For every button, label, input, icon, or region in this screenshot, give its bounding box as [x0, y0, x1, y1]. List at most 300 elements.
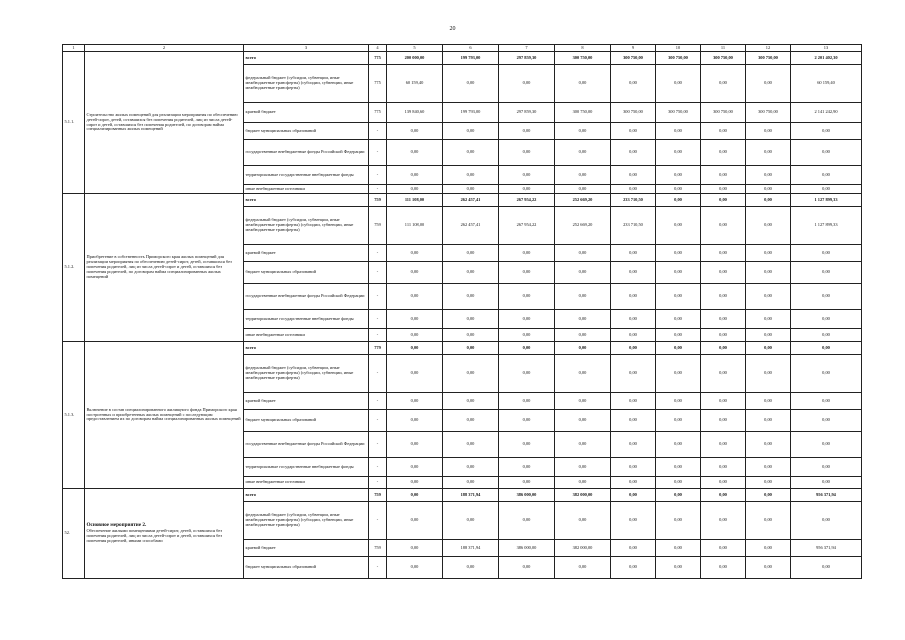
year-value: 0,00 — [387, 540, 443, 557]
year-value: 0,00 — [611, 284, 656, 310]
table-row-total — [63, 489, 862, 502]
year-value: 0,00 — [611, 477, 656, 489]
budget-table — [62, 44, 862, 579]
funding-source: федеральный бюджет (субсидии, субвенции, иные межбюджетные трансферты) (субсидии, субвенции, иные межбюджетные трансферты) — [244, 502, 369, 540]
item-number: 5.1.3. — [63, 342, 85, 489]
year-value: 0,00 — [443, 355, 499, 393]
budget-code: - — [369, 140, 387, 166]
total-value: 0,00 — [791, 410, 862, 432]
column-number: 11 — [701, 45, 746, 52]
year-value: 111 108,00 — [387, 194, 443, 207]
funding-source: федеральный бюджет (субсидии, субвенции, иные межбюджетные трансферты) (субсидии, субвенции, иные межбюджетные трансферты) — [244, 355, 369, 393]
year-value: 0,00 — [499, 166, 555, 185]
year-value: 0,00 — [701, 355, 746, 393]
budget-code: - — [369, 393, 387, 410]
year-value: 0,00 — [611, 355, 656, 393]
year-value: 0,00 — [443, 393, 499, 410]
total-value: 0,00 — [791, 342, 862, 355]
year-value: 0,00 — [746, 489, 791, 502]
total-value: 0,00 — [791, 262, 862, 284]
year-value: 0,00 — [387, 166, 443, 185]
year-value: 0,00 — [701, 557, 746, 579]
year-value: 188 371,94 — [443, 540, 499, 557]
item-number: 5.1.2. — [63, 194, 85, 342]
table-row-total — [63, 52, 862, 65]
year-value: 0,00 — [656, 458, 701, 477]
year-value: 0,00 — [746, 393, 791, 410]
year-value: 0,00 — [611, 245, 656, 262]
total-value: 0,00 — [791, 123, 862, 140]
year-value: 0,00 — [746, 342, 791, 355]
year-value: 111 108,00 — [387, 207, 443, 245]
year-value: 0,00 — [387, 477, 443, 489]
year-value: 0,00 — [387, 284, 443, 310]
table-row-total — [63, 194, 862, 207]
total-value: 0,00 — [791, 458, 862, 477]
year-value: 0,00 — [746, 477, 791, 489]
year-value: 0,00 — [701, 342, 746, 355]
year-value: 0,00 — [499, 355, 555, 393]
funding-source: краевой бюджет — [244, 245, 369, 262]
item-name-cell — [85, 52, 244, 194]
year-value: 297 859,30 — [499, 52, 555, 65]
column-number: 2 — [85, 45, 244, 52]
year-value: 0,00 — [611, 557, 656, 579]
year-value: 0,00 — [656, 245, 701, 262]
year-value: 0,00 — [387, 432, 443, 458]
item-name-cell — [85, 194, 244, 342]
table-body — [63, 52, 862, 579]
total-value: 956 371,94 — [791, 489, 862, 502]
year-value: 0,00 — [701, 540, 746, 557]
year-value: 0,00 — [701, 245, 746, 262]
year-value: 0,00 — [656, 540, 701, 557]
column-number: 1 — [63, 45, 85, 52]
year-value: 0,00 — [746, 284, 791, 310]
total-value: 0,00 — [791, 245, 862, 262]
year-value: 0,00 — [656, 166, 701, 185]
year-value: 262 457,41 — [443, 194, 499, 207]
year-value: 0,00 — [443, 557, 499, 579]
funding-source: федеральный бюджет (субсидии, субвенции, иные межбюджетные трансферты) (субсидии, субвенции, иные межбюджетные трансферты) — [244, 207, 369, 245]
year-value: 252 669,20 — [555, 207, 611, 245]
year-value: 0,00 — [611, 458, 656, 477]
column-number: 13 — [791, 45, 862, 52]
year-value: 0,00 — [387, 410, 443, 432]
year-value: 0,00 — [555, 393, 611, 410]
year-value: 0,00 — [443, 432, 499, 458]
year-value: 300 750,00 — [555, 52, 611, 65]
funding-source: бюджет муниципальных образований — [244, 123, 369, 140]
year-value: 0,00 — [746, 557, 791, 579]
column-number-row — [63, 45, 862, 52]
year-value: 0,00 — [499, 329, 555, 342]
year-value: 0,00 — [555, 342, 611, 355]
year-value: 0,00 — [746, 355, 791, 393]
year-value: 0,00 — [701, 123, 746, 140]
total-value: 0,00 — [791, 166, 862, 185]
year-value: 188 371,94 — [443, 489, 499, 502]
funding-source: государственные внебюджетные фонды Российской Федерации — [244, 140, 369, 166]
column-number: 12 — [746, 45, 791, 52]
year-value: 0,00 — [656, 310, 701, 329]
year-value: 0,00 — [656, 329, 701, 342]
funding-source: краевой бюджет — [244, 540, 369, 557]
budget-code: - — [369, 284, 387, 310]
year-value: 382 000,00 — [555, 489, 611, 502]
year-value: 0,00 — [499, 123, 555, 140]
year-value: 0,00 — [746, 262, 791, 284]
year-value: 0,00 — [387, 140, 443, 166]
year-value: 0,00 — [656, 502, 701, 540]
funding-source: бюджет муниципальных образований — [244, 262, 369, 284]
year-value: 0,00 — [443, 477, 499, 489]
year-value: 0,00 — [656, 393, 701, 410]
year-value: 0,00 — [555, 355, 611, 393]
year-value: 0,00 — [611, 140, 656, 166]
budget-code: - — [369, 185, 387, 194]
year-value: 267 954,22 — [499, 207, 555, 245]
column-number: 7 — [499, 45, 555, 52]
year-value: 0,00 — [701, 140, 746, 166]
year-value: 0,00 — [746, 123, 791, 140]
budget-code: 759 — [369, 207, 387, 245]
funding-source: всего — [244, 342, 369, 355]
budget-code: 775 — [369, 103, 387, 123]
budget-code: 759 — [369, 489, 387, 502]
year-value: 0,00 — [555, 329, 611, 342]
budget-code: 779 — [369, 342, 387, 355]
year-value: 0,00 — [555, 166, 611, 185]
year-value: 0,00 — [746, 310, 791, 329]
funding-source: государственные внебюджетные фонды Российской Федерации — [244, 284, 369, 310]
funding-source: территориальные государственные внебюджетные фонды — [244, 310, 369, 329]
funding-source: федеральный бюджет (субсидии, субвенции, иные межбюджетные трансферты) (субсидии, субвенции, иные межбюджетные трансферты) — [244, 65, 369, 103]
year-value: 0,00 — [555, 557, 611, 579]
funding-source: краевой бюджет — [244, 393, 369, 410]
year-value: 0,00 — [387, 245, 443, 262]
year-value: 0,00 — [499, 557, 555, 579]
year-value: 0,00 — [443, 65, 499, 103]
total-value: 0,00 — [791, 432, 862, 458]
year-value: 0,00 — [443, 245, 499, 262]
year-value: 0,00 — [701, 458, 746, 477]
year-value: 0,00 — [387, 310, 443, 329]
column-number: 4 — [369, 45, 387, 52]
item-number: 52. — [63, 489, 85, 579]
year-value: 0,00 — [656, 355, 701, 393]
year-value: 300 750,00 — [611, 52, 656, 65]
year-value: 139 840,60 — [387, 103, 443, 123]
year-value: 0,00 — [443, 262, 499, 284]
year-value: 60 159,40 — [387, 65, 443, 103]
funding-source: государственные внебюджетные фонды Российской Федерации — [244, 432, 369, 458]
year-value: 300 750,00 — [611, 103, 656, 123]
year-value: 0,00 — [656, 489, 701, 502]
table-row-total — [63, 342, 862, 355]
year-value: 0,00 — [701, 194, 746, 207]
item-name: Строительство жилых помещений для реализации мероприятия по обеспечению детей-сирот, детей, оставшихся без попечения родителей, лиц из числа детей-сирот и детей, оставшихся без попечения родителей, по договорам найма специализированных жилых помещений — [86, 111, 238, 132]
year-value: 0,00 — [746, 140, 791, 166]
page-number: 20 — [449, 26, 456, 32]
year-value: 0,00 — [443, 310, 499, 329]
year-value: 0,00 — [555, 310, 611, 329]
year-value: 0,00 — [746, 65, 791, 103]
year-value: 0,00 — [701, 262, 746, 284]
year-value: 300 750,00 — [701, 52, 746, 65]
year-value: 0,00 — [443, 140, 499, 166]
year-value: 300 750,00 — [746, 52, 791, 65]
year-value: 0,00 — [701, 310, 746, 329]
year-value: 0,00 — [701, 393, 746, 410]
year-value: 0,00 — [387, 393, 443, 410]
year-value: 0,00 — [656, 410, 701, 432]
funding-source: иные внебюджетные источники — [244, 329, 369, 342]
funding-source: иные внебюджетные источники — [244, 185, 369, 194]
year-value: 0,00 — [746, 410, 791, 432]
year-value: 0,00 — [443, 342, 499, 355]
total-value: 0,00 — [791, 557, 862, 579]
budget-code: - — [369, 245, 387, 262]
year-value: 0,00 — [555, 185, 611, 194]
year-value: 0,00 — [555, 284, 611, 310]
total-value: 60 159,40 — [791, 65, 862, 103]
year-value: 0,00 — [656, 65, 701, 103]
year-value: 0,00 — [701, 65, 746, 103]
year-value: 0,00 — [611, 262, 656, 284]
total-value: 2 141 242,90 — [791, 103, 862, 123]
year-value: 0,00 — [387, 185, 443, 194]
total-value: 0,00 — [791, 393, 862, 410]
year-value: 252 669,20 — [555, 194, 611, 207]
year-value: 0,00 — [656, 262, 701, 284]
year-value: 0,00 — [499, 458, 555, 477]
year-value: 0,00 — [499, 65, 555, 103]
item-title: Основное мероприятие 2. — [86, 522, 147, 529]
budget-code: 759 — [369, 194, 387, 207]
year-value: 300 750,00 — [656, 103, 701, 123]
year-value: 0,00 — [555, 123, 611, 140]
year-value: 233 710,50 — [611, 194, 656, 207]
year-value: 300 750,00 — [656, 52, 701, 65]
year-value: 0,00 — [746, 245, 791, 262]
year-value: 382 000,00 — [555, 540, 611, 557]
total-value: 1 127 899,33 — [791, 194, 862, 207]
year-value: 0,00 — [555, 245, 611, 262]
year-value: 0,00 — [499, 262, 555, 284]
funding-source: всего — [244, 194, 369, 207]
year-value: 0,00 — [746, 207, 791, 245]
year-value: 0,00 — [611, 489, 656, 502]
year-value: 233 710,50 — [611, 207, 656, 245]
year-value: 0,00 — [443, 410, 499, 432]
column-number: 6 — [443, 45, 499, 52]
year-value: 300 750,00 — [701, 103, 746, 123]
budget-code: - — [369, 410, 387, 432]
budget-code: 775 — [369, 65, 387, 103]
column-number: 9 — [611, 45, 656, 52]
total-value: 0,00 — [791, 477, 862, 489]
year-value: 0,00 — [555, 140, 611, 166]
year-value: 0,00 — [499, 393, 555, 410]
funding-source: иные внебюджетные источники — [244, 477, 369, 489]
item-name-cell — [85, 489, 244, 579]
year-value: 0,00 — [611, 329, 656, 342]
year-value: 0,00 — [387, 355, 443, 393]
year-value: 0,00 — [611, 310, 656, 329]
budget-code: - — [369, 310, 387, 329]
year-value: 0,00 — [499, 410, 555, 432]
column-number: 10 — [656, 45, 701, 52]
year-value: 0,00 — [701, 477, 746, 489]
budget-code: - — [369, 432, 387, 458]
funding-source: территориальные государственные внебюджетные фонды — [244, 458, 369, 477]
year-value: 0,00 — [701, 284, 746, 310]
budget-code: - — [369, 502, 387, 540]
year-value: 0,00 — [611, 123, 656, 140]
year-value: 0,00 — [555, 410, 611, 432]
year-value: 199 793,00 — [443, 103, 499, 123]
year-value: 0,00 — [611, 65, 656, 103]
year-value: 0,00 — [499, 310, 555, 329]
item-name-cell — [85, 342, 244, 489]
budget-code: 759 — [369, 540, 387, 557]
column-number: 5 — [387, 45, 443, 52]
year-value: 0,00 — [499, 284, 555, 310]
item-name: Обеспечение жилыми помещениями детей-сирот, детей, оставшихся без попечения родителей, лиц из числа детей-сирот и детей, оставшихся без попечения родителей, иными способами — [86, 528, 223, 543]
year-value: 0,00 — [387, 557, 443, 579]
year-value: 0,00 — [387, 262, 443, 284]
year-value: 0,00 — [611, 540, 656, 557]
year-value: 0,00 — [555, 477, 611, 489]
budget-code: - — [369, 557, 387, 579]
year-value: 0,00 — [499, 342, 555, 355]
funding-source: бюджет муниципальных образований — [244, 557, 369, 579]
year-value: 300 750,00 — [746, 103, 791, 123]
year-value: 0,00 — [499, 432, 555, 458]
total-value: 0,00 — [791, 502, 862, 540]
year-value: 0,00 — [611, 185, 656, 194]
item-name: Включение в состав специализированного жилищного фонда Приморского края построенных и приобретенных жилых помещений с последующим предоставлением их по договорам найма специализированных жилых помещений — [86, 406, 241, 422]
year-value: 0,00 — [656, 342, 701, 355]
year-value: 0,00 — [499, 245, 555, 262]
year-value: 0,00 — [555, 262, 611, 284]
budget-code: - — [369, 166, 387, 185]
item-name: Приобретение в собственность Приморского края жилых помещений для реализации мероприятия по обеспечению детей-сирот, детей, оставшихся без попечения родителей, лиц из числа детей-сирот и детей, оставшихся без попечения родителей, по договорам найма специализированных жилых помещений — [86, 254, 232, 279]
year-value: 0,00 — [555, 432, 611, 458]
year-value: 0,00 — [611, 342, 656, 355]
year-value: 0,00 — [656, 194, 701, 207]
budget-code: - — [369, 262, 387, 284]
year-value: 0,00 — [611, 410, 656, 432]
funding-source: краевой бюджет — [244, 103, 369, 123]
year-value: 0,00 — [656, 477, 701, 489]
year-value: 300 750,00 — [555, 103, 611, 123]
year-value: 297 859,30 — [499, 103, 555, 123]
year-value: 0,00 — [701, 166, 746, 185]
year-value: 0,00 — [656, 284, 701, 310]
year-value: 0,00 — [443, 185, 499, 194]
year-value: 0,00 — [701, 329, 746, 342]
year-value: 0,00 — [656, 185, 701, 194]
year-value: 0,00 — [701, 185, 746, 194]
year-value: 0,00 — [656, 207, 701, 245]
year-value: 0,00 — [555, 65, 611, 103]
year-value: 0,00 — [387, 123, 443, 140]
total-value: 0,00 — [791, 329, 862, 342]
year-value: 0,00 — [443, 458, 499, 477]
column-number: 8 — [555, 45, 611, 52]
item-number: 5.1.1. — [63, 52, 85, 194]
year-value: 0,00 — [387, 458, 443, 477]
funding-source: всего — [244, 52, 369, 65]
year-value: 0,00 — [746, 166, 791, 185]
year-value: 0,00 — [555, 502, 611, 540]
year-value: 386 000,00 — [499, 489, 555, 502]
year-value: 0,00 — [443, 166, 499, 185]
year-value: 0,00 — [499, 477, 555, 489]
year-value: 200 000,00 — [387, 52, 443, 65]
year-value: 0,00 — [746, 502, 791, 540]
year-value: 0,00 — [611, 166, 656, 185]
year-value: 0,00 — [499, 502, 555, 540]
year-value: 0,00 — [746, 432, 791, 458]
column-number: 3 — [244, 45, 369, 52]
funding-source: всего — [244, 489, 369, 502]
budget-code: - — [369, 477, 387, 489]
year-value: 0,00 — [746, 540, 791, 557]
year-value: 0,00 — [701, 410, 746, 432]
year-value: 0,00 — [499, 140, 555, 166]
total-value: 0,00 — [791, 355, 862, 393]
year-value: 0,00 — [387, 502, 443, 540]
total-value: 0,00 — [791, 185, 862, 194]
year-value: 0,00 — [611, 432, 656, 458]
budget-code: - — [369, 458, 387, 477]
year-value: 0,00 — [746, 194, 791, 207]
year-value: 386 000,00 — [499, 540, 555, 557]
year-value: 0,00 — [443, 329, 499, 342]
total-value: 0,00 — [791, 284, 862, 310]
year-value: 0,00 — [701, 489, 746, 502]
year-value: 0,00 — [656, 140, 701, 166]
year-value: 0,00 — [555, 458, 611, 477]
total-value: 2 201 402,30 — [791, 52, 862, 65]
year-value: 0,00 — [656, 557, 701, 579]
year-value: 0,00 — [746, 329, 791, 342]
year-value: 0,00 — [611, 502, 656, 540]
year-value: 0,00 — [387, 329, 443, 342]
year-value: 0,00 — [746, 458, 791, 477]
year-value: 0,00 — [443, 123, 499, 140]
year-value: 0,00 — [443, 502, 499, 540]
year-value: 0,00 — [443, 284, 499, 310]
budget-code: - — [369, 123, 387, 140]
funding-source: бюджет муниципальных образований — [244, 410, 369, 432]
total-value: 956 371,94 — [791, 540, 862, 557]
budget-code: 775 — [369, 52, 387, 65]
year-value: 0,00 — [499, 185, 555, 194]
total-value: 0,00 — [791, 310, 862, 329]
year-value: 262 457,41 — [443, 207, 499, 245]
year-value: 0,00 — [387, 342, 443, 355]
year-value: 0,00 — [611, 393, 656, 410]
total-value: 0,00 — [791, 140, 862, 166]
year-value: 267 954,22 — [499, 194, 555, 207]
year-value: 0,00 — [656, 123, 701, 140]
year-value: 0,00 — [701, 432, 746, 458]
year-value: 0,00 — [656, 432, 701, 458]
